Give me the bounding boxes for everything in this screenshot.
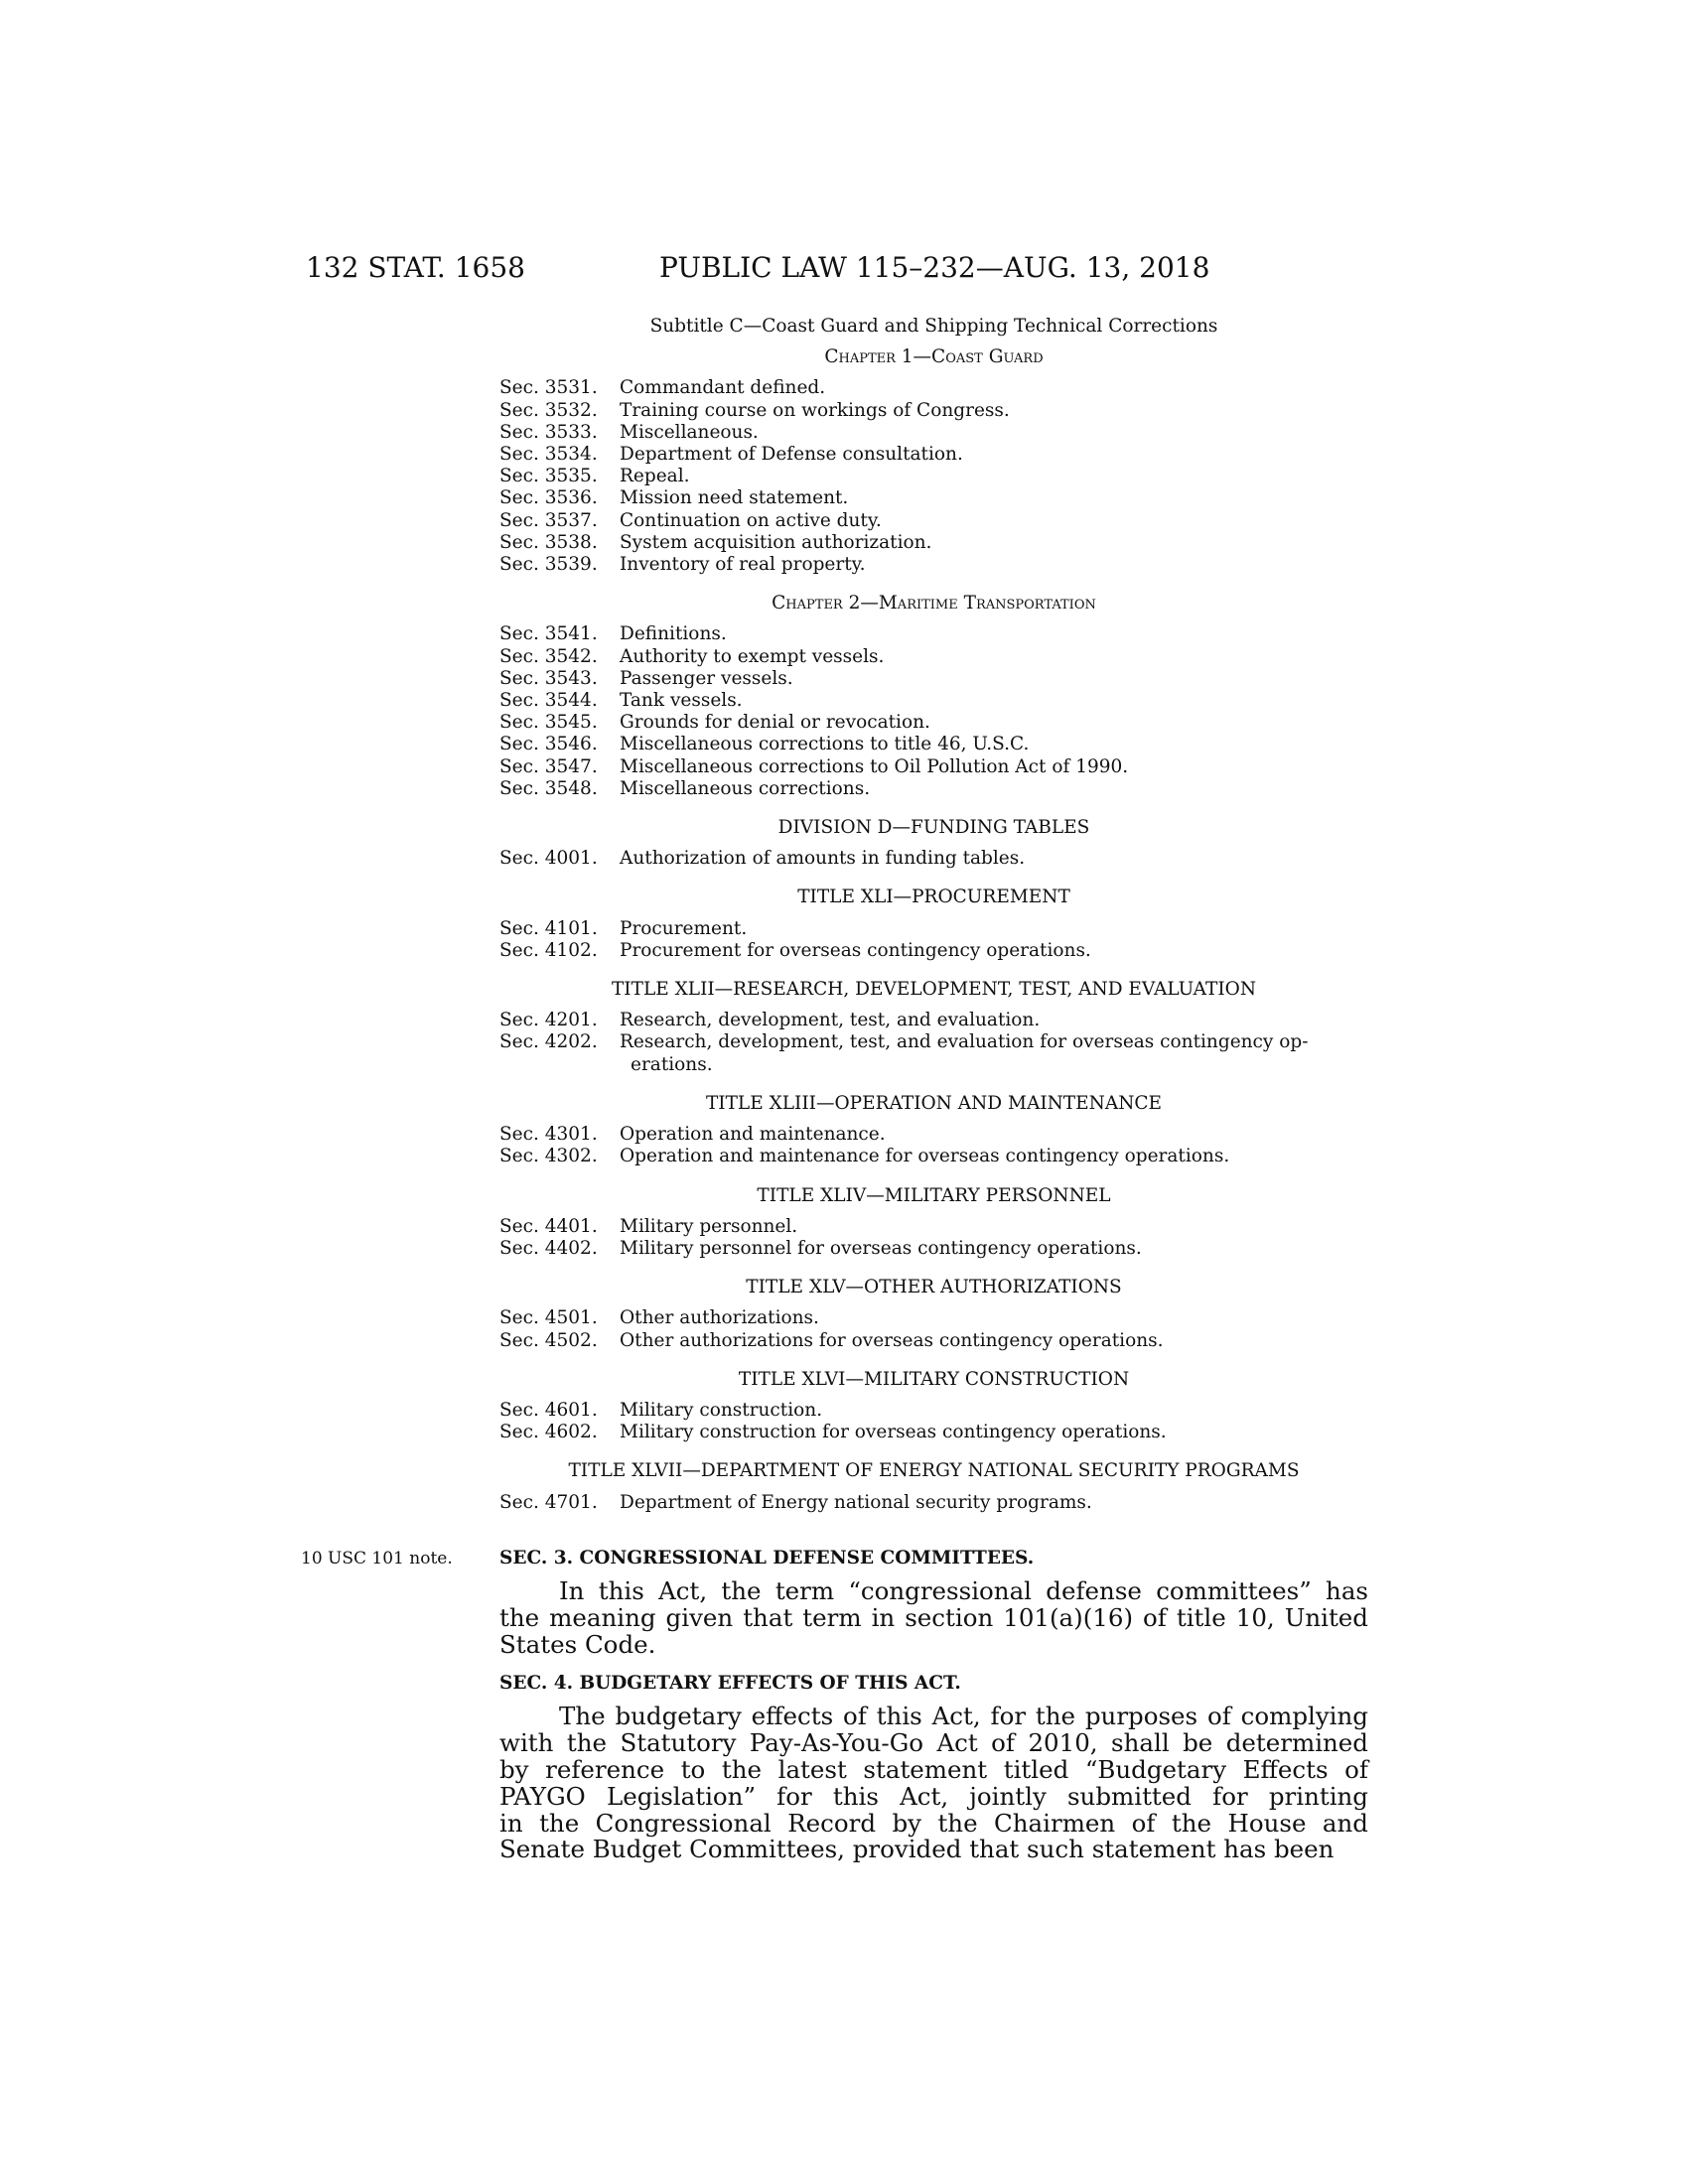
toc-section-title: Procurement for overseas contingency operations. xyxy=(620,939,1091,961)
toc-entry xyxy=(499,1422,1368,1443)
toc-section-number: Sec. 4302. xyxy=(499,1146,598,1167)
toc-section-number: Sec. 3545. xyxy=(499,712,598,734)
toc-heading-ch2: Chapter 2—Maritime Transportation xyxy=(772,593,1096,614)
toc-entry xyxy=(499,400,1368,422)
section-heading-text: SEC. 3. CONGRESSIONAL DEFENSE COMMITTEES. xyxy=(499,1548,1035,1569)
paragraph-line: the meaning given that term in section 101(a)(16) of title 10, United xyxy=(499,1602,1368,1632)
toc-entry xyxy=(499,646,1368,668)
toc-section-number: Sec. 4701. xyxy=(499,1491,598,1513)
toc-entry xyxy=(499,377,1368,399)
paragraph-line: In this Act, the term “congressional defense committees” has xyxy=(559,1576,1368,1605)
toc-entry xyxy=(499,712,1368,734)
toc-section-number: Sec. 3538. xyxy=(499,531,598,553)
toc-heading-t43: TITLE XLIII—OPERATION AND MAINTENANCE xyxy=(705,1092,1163,1114)
toc-section-number: Sec. 3546. xyxy=(499,734,598,755)
toc-section-number: Sec. 4602. xyxy=(499,1422,598,1443)
paragraph-line: The budgetary effects of this Act, for the purposes of complying xyxy=(559,1702,1368,1731)
toc-entry xyxy=(499,487,1368,509)
toc-section-title: Miscellaneous corrections to title 46, U.S.C. xyxy=(620,734,1030,755)
toc-section-title: Department of Energy national security programs. xyxy=(620,1491,1092,1513)
toc-entry xyxy=(499,444,1368,466)
toc-section-title: Other authorizations for overseas contingency operations. xyxy=(620,1329,1164,1351)
toc-section-title: Department of Defense consultation. xyxy=(620,444,963,466)
toc-entry xyxy=(499,623,1368,645)
toc-section-number: Sec. 3535. xyxy=(499,466,598,487)
toc-section-number: Sec. 4201. xyxy=(499,1010,598,1031)
toc-section-number: Sec. 4001. xyxy=(499,848,598,870)
toc-section-title: Research, development, test, and evaluation. xyxy=(620,1010,1041,1031)
toc-section-title: Military personnel. xyxy=(620,1215,798,1237)
toc-section-number: Sec. 3536. xyxy=(499,487,598,509)
section-3-heading xyxy=(301,1545,1368,1572)
running-header: PUBLIC LAW 115–232—AUG. 13, 2018 xyxy=(659,251,1210,284)
toc-section-number: Sec. 4101. xyxy=(499,917,598,939)
toc-entry xyxy=(499,1216,1368,1238)
toc-entry xyxy=(499,668,1368,690)
toc-entry xyxy=(499,918,1368,940)
toc-entry xyxy=(499,940,1368,962)
toc-section-title: Authority to exempt vessels. xyxy=(620,645,885,667)
toc-entry xyxy=(499,734,1368,755)
toc-section-title: Definitions. xyxy=(620,623,727,645)
toc-section-title: Authorization of amounts in funding tables. xyxy=(620,848,1026,870)
toc-entry xyxy=(499,778,1368,800)
toc-entry xyxy=(499,1031,1368,1053)
toc-entry xyxy=(499,1010,1368,1031)
toc-section-number: Sec. 3548. xyxy=(499,777,598,799)
toc-section-number: Sec. 4202. xyxy=(499,1031,598,1053)
section-4-heading: SEC. 4. BUDGETARY EFFECTS OF THIS ACT. xyxy=(499,1673,961,1695)
toc-section-title: Commandant defined. xyxy=(620,377,826,399)
toc-section-title: Operation and maintenance for overseas contingency operations. xyxy=(620,1146,1230,1167)
toc-entry xyxy=(499,422,1368,444)
toc-entry xyxy=(499,510,1368,532)
toc-section-number: Sec. 3542. xyxy=(499,645,598,667)
toc-section-number: Sec. 3544. xyxy=(499,690,598,712)
toc-section-title: Passenger vessels. xyxy=(620,667,793,689)
toc-section-title: Operation and maintenance. xyxy=(620,1124,886,1146)
toc-entry xyxy=(499,1330,1368,1352)
toc-section-number: Sec. 3541. xyxy=(499,623,598,645)
toc-section-number: Sec. 3533. xyxy=(499,421,598,443)
toc-section-number: Sec. 4102. xyxy=(499,939,598,961)
toc-section-number: Sec. 4402. xyxy=(499,1237,598,1259)
toc-section-number: Sec. 4601. xyxy=(499,1399,598,1421)
toc-section-title: Research, development, test, and evaluation for overseas contingency op- xyxy=(620,1031,1309,1053)
toc-heading-t47: TITLE XLVII—DEPARTMENT OF ENERGY NATIONAL SECURITY PROGRAMS xyxy=(568,1460,1300,1482)
toc-section-title: Repeal. xyxy=(620,466,690,487)
toc-section-number: Sec. 4301. xyxy=(499,1124,598,1146)
toc-entry xyxy=(499,848,1368,870)
toc-entry xyxy=(499,1307,1368,1329)
toc-entry xyxy=(499,1492,1368,1514)
toc-heading-ch1: Chapter 1—Coast Guard xyxy=(824,346,1044,368)
paragraph-line: with the Statutory Pay-As-You-Go Act of 2010, shall be determined xyxy=(499,1728,1368,1758)
toc-section-number: Sec. 3531. xyxy=(499,377,598,399)
toc-entry xyxy=(499,532,1368,554)
toc-section-title: Continuation on active duty. xyxy=(620,509,882,531)
toc-entry xyxy=(499,690,1368,712)
toc-section-title: Miscellaneous corrections to Oil Pollution Act of 1990. xyxy=(620,755,1129,777)
section-3-paragraph xyxy=(499,1578,1368,1658)
paragraph-line: Senate Budget Committees, provided that such statement has been xyxy=(499,1835,1335,1864)
toc-entry xyxy=(499,554,1368,576)
toc-section-number: Sec. 4502. xyxy=(499,1329,598,1351)
paragraph-line: by reference to the latest statement titled “Budgetary Effects of xyxy=(499,1754,1368,1784)
toc-heading-t41: TITLE XLI—PROCUREMENT xyxy=(797,887,1070,908)
toc-section-title: Other authorizations. xyxy=(620,1307,819,1329)
toc-entry xyxy=(499,466,1368,487)
toc-section-number: Sec. 4501. xyxy=(499,1307,598,1329)
toc-section-number: Sec. 3547. xyxy=(499,755,598,777)
section-4-paragraph xyxy=(499,1704,1368,1863)
toc-section-title: Mission need statement. xyxy=(620,487,849,509)
toc-section-title: Military personnel for overseas contingency operations. xyxy=(620,1237,1142,1259)
toc-section-title: Miscellaneous corrections. xyxy=(620,777,871,799)
toc-section-number: Sec. 3543. xyxy=(499,667,598,689)
toc-entry xyxy=(499,1238,1368,1260)
statute-page-number: 132 STAT. 1658 xyxy=(306,251,525,284)
toc-heading-t44: TITLE XLIV—MILITARY PERSONNEL xyxy=(757,1184,1111,1206)
toc-heading-subtitle: Subtitle C—Coast Guard and Shipping Technical Corrections xyxy=(649,316,1218,337)
toc-heading-t46: TITLE XLVI—MILITARY CONSTRUCTION xyxy=(738,1368,1130,1390)
toc-heading-t45: TITLE XLV—OTHER AUTHORIZATIONS xyxy=(746,1277,1122,1298)
toc-section-title: Inventory of real property. xyxy=(620,554,866,576)
toc-section-title: System acquisition authorization. xyxy=(620,531,932,553)
paragraph-line: PAYGO Legislation” for this Act, jointly submitted for printing xyxy=(499,1781,1368,1811)
toc-section-title: Military construction for overseas contingency operations. xyxy=(620,1422,1167,1443)
toc-entry xyxy=(499,1400,1368,1422)
toc-section-title: Miscellaneous. xyxy=(620,421,759,443)
toc-heading-divd: DIVISION D—FUNDING TABLES xyxy=(777,817,1090,839)
toc-section-number: Sec. 3539. xyxy=(499,554,598,576)
toc-section-title: Tank vessels. xyxy=(620,690,743,712)
toc-section-title: Procurement. xyxy=(620,917,748,939)
margin-note: 10 USC 101 note. xyxy=(301,1549,453,1569)
toc-entry xyxy=(499,1146,1368,1167)
toc-section-title: Training course on workings of Congress. xyxy=(620,399,1010,421)
table-of-contents xyxy=(499,316,1368,1514)
toc-section-number: Sec. 3534. xyxy=(499,444,598,466)
toc-section-title-continued: erations. xyxy=(631,1053,713,1075)
toc-section-number: Sec. 3532. xyxy=(499,399,598,421)
body-text xyxy=(301,1545,1368,1864)
toc-entry xyxy=(499,756,1368,778)
toc-section-number: Sec. 3537. xyxy=(499,509,598,531)
paragraph-line: in the Congressional Record by the Chairmen of the House and xyxy=(499,1808,1368,1838)
paragraph-line: States Code. xyxy=(499,1629,656,1659)
toc-entry xyxy=(499,1124,1368,1146)
toc-heading-t42: TITLE XLII—RESEARCH, DEVELOPMENT, TEST, AND EVALUATION xyxy=(611,979,1257,1001)
toc-section-number: Sec. 4401. xyxy=(499,1215,598,1237)
toc-section-title: Grounds for denial or revocation. xyxy=(620,712,930,734)
toc-section-title: Military construction. xyxy=(620,1399,823,1421)
